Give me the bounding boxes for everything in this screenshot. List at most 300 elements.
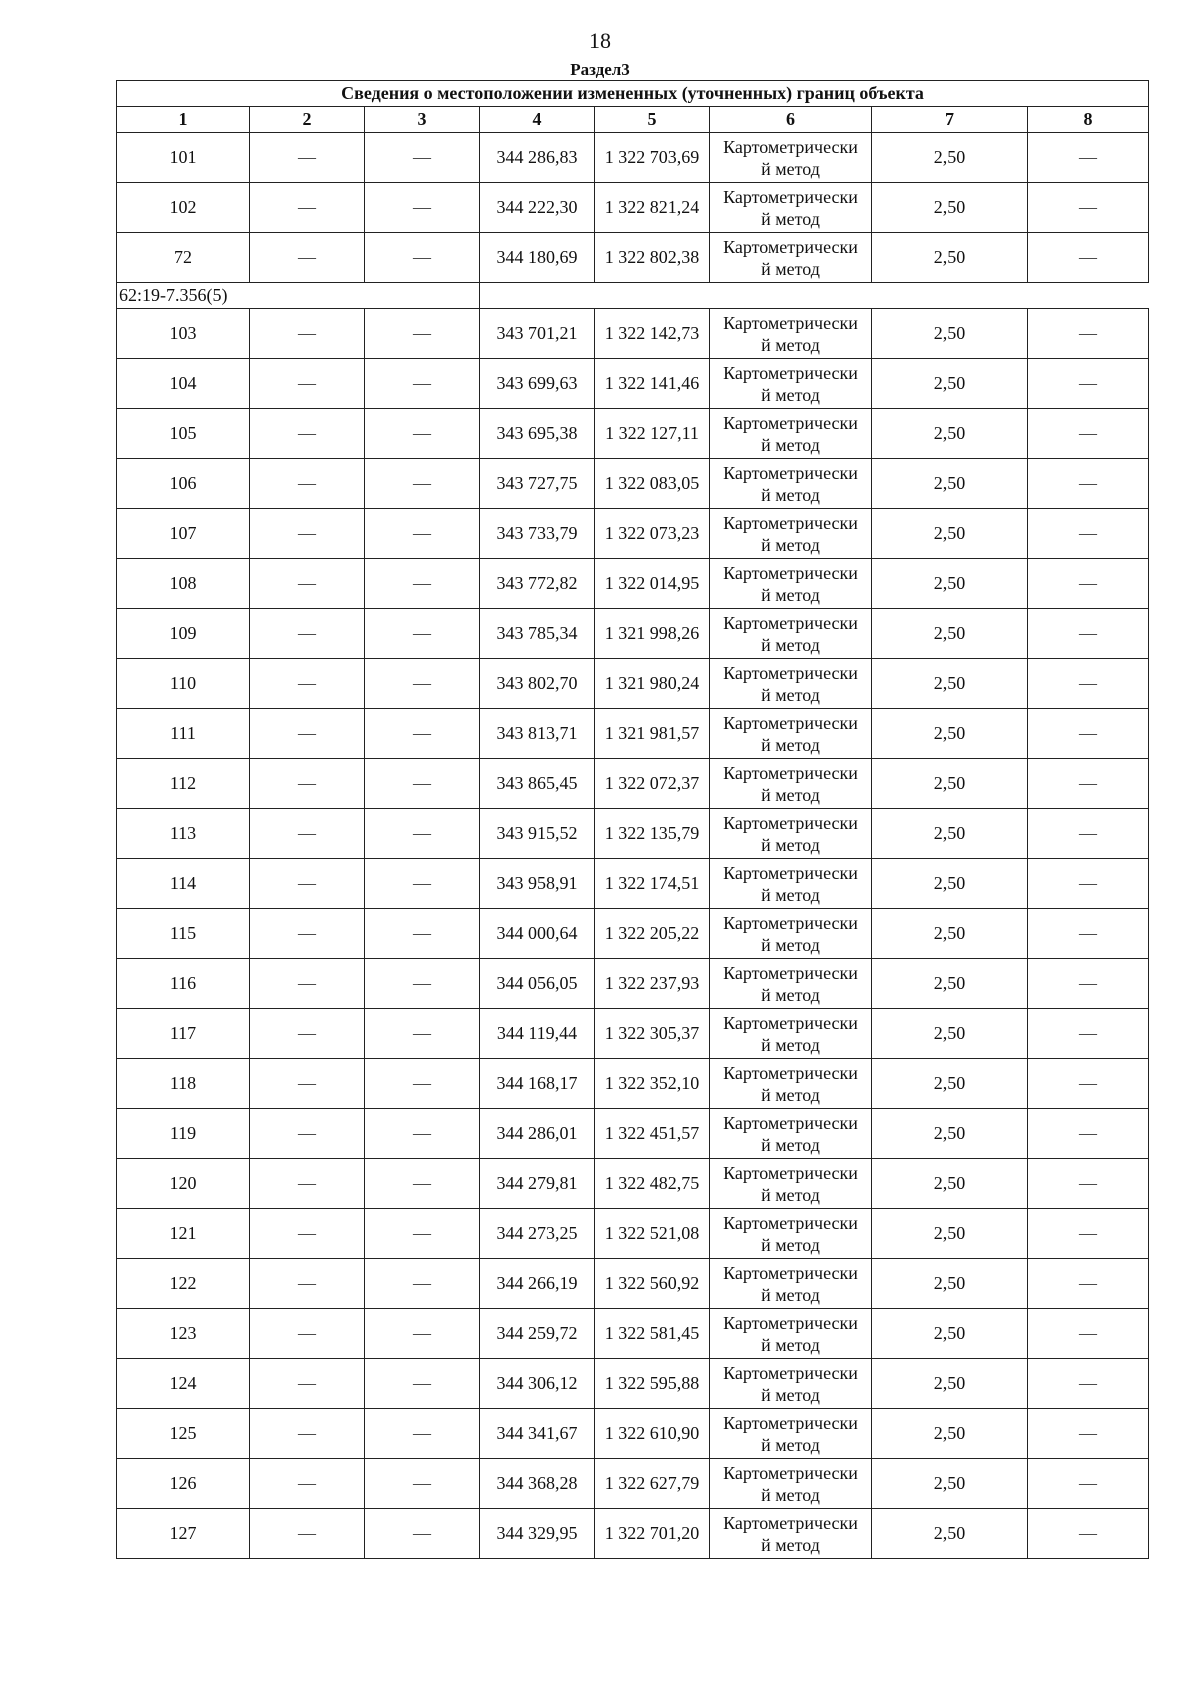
cell-col-7: 2,50 [872, 609, 1028, 659]
cell-col-5: 1 322 821,24 [595, 183, 710, 233]
cell-col-3: — [365, 1359, 480, 1409]
cell-col-4: 344 119,44 [480, 1009, 595, 1059]
cell-col-5: 1 322 014,95 [595, 559, 710, 609]
cell-col-5: 1 322 627,79 [595, 1459, 710, 1509]
table-row [117, 459, 1149, 509]
cell-col-1: 125 [117, 1409, 250, 1459]
method-line-2: й метод [761, 258, 820, 279]
cell-col-7: 2,50 [872, 1509, 1028, 1559]
cell-col-8: — [1028, 1459, 1149, 1509]
cell-col-1: 108 [117, 559, 250, 609]
cell-col-3: — [365, 609, 480, 659]
method-line-2: й метод [761, 834, 820, 855]
cell-col-5: 1 322 127,11 [595, 409, 710, 459]
group-label: 62:19-7.356(5) [117, 283, 480, 309]
cell-col-4: 344 180,69 [480, 233, 595, 283]
cell-method [710, 409, 872, 459]
cell-col-5: 1 322 560,92 [595, 1259, 710, 1309]
cell-col-1: 110 [117, 659, 250, 709]
cell-col-8: — [1028, 459, 1149, 509]
table-row [117, 609, 1149, 659]
table-row [117, 309, 1149, 359]
cell-col-7: 2,50 [872, 909, 1028, 959]
method-line-2: й метод [761, 1134, 820, 1155]
method-line-2: й метод [761, 784, 820, 805]
cell-col-2: — [250, 309, 365, 359]
cell-col-2: — [250, 1409, 365, 1459]
cell-col-4: 344 368,28 [480, 1459, 595, 1509]
table-row [117, 1309, 1149, 1359]
cell-col-4: 344 273,25 [480, 1209, 595, 1259]
cell-col-3: — [365, 309, 480, 359]
cell-col-1: 120 [117, 1159, 250, 1209]
cell-col-7: 2,50 [872, 359, 1028, 409]
cell-col-8: — [1028, 1259, 1149, 1309]
cell-col-8: — [1028, 1309, 1149, 1359]
cell-col-3: — [365, 909, 480, 959]
cell-col-4: 344 329,95 [480, 1509, 595, 1559]
cell-col-3: — [365, 559, 480, 609]
cell-col-2: — [250, 1159, 365, 1209]
method-line-1: Картометрически [723, 1512, 858, 1533]
cell-col-3: — [365, 759, 480, 809]
column-header-3: 3 [365, 107, 480, 133]
cell-col-2: — [250, 859, 365, 909]
cell-col-1: 104 [117, 359, 250, 409]
cell-col-4: 343 772,82 [480, 559, 595, 609]
cell-col-4: 344 306,12 [480, 1359, 595, 1409]
group-row-blank [480, 283, 1149, 309]
method-line-2: й метод [761, 684, 820, 705]
cell-col-5: 1 322 083,05 [595, 459, 710, 509]
method-line-2: й метод [761, 1184, 820, 1205]
cell-col-2: — [250, 809, 365, 859]
cell-method [710, 809, 872, 859]
cell-col-2: — [250, 1059, 365, 1109]
cell-col-4: 344 000,64 [480, 909, 595, 959]
cell-col-8: — [1028, 659, 1149, 709]
cell-col-5: 1 322 072,37 [595, 759, 710, 809]
method-line-2: й метод [761, 884, 820, 905]
cell-col-2: — [250, 709, 365, 759]
cell-col-4: 343 701,21 [480, 309, 595, 359]
method-line-1: Картометрически [723, 1012, 858, 1033]
cell-col-2: — [250, 1009, 365, 1059]
cell-col-5: 1 322 135,79 [595, 809, 710, 859]
cell-col-1: 122 [117, 1259, 250, 1309]
cell-col-3: — [365, 1159, 480, 1209]
method-line-1: Картометрически [723, 412, 858, 433]
cell-col-2: — [250, 459, 365, 509]
cell-col-7: 2,50 [872, 1009, 1028, 1059]
method-line-2: й метод [761, 534, 820, 555]
table-row [117, 509, 1149, 559]
cell-col-7: 2,50 [872, 509, 1028, 559]
method-line-2: й метод [761, 1384, 820, 1405]
method-line-2: й метод [761, 734, 820, 755]
cell-method [710, 359, 872, 409]
cell-method [710, 233, 872, 283]
cell-col-3: — [365, 133, 480, 183]
method-line-1: Картометрически [723, 712, 858, 733]
cell-col-3: — [365, 709, 480, 759]
cell-col-1: 124 [117, 1359, 250, 1409]
table-row [117, 1159, 1149, 1209]
cell-col-3: — [365, 1309, 480, 1359]
cell-col-8: — [1028, 183, 1149, 233]
cell-col-7: 2,50 [872, 409, 1028, 459]
method-line-1: Картометрически [723, 1262, 858, 1283]
cell-col-5: 1 322 205,22 [595, 909, 710, 959]
section-title: Раздел3 [570, 60, 630, 79]
cell-col-8: — [1028, 909, 1149, 959]
table-row [117, 709, 1149, 759]
cell-col-3: — [365, 409, 480, 459]
cell-col-5: 1 322 701,20 [595, 1509, 710, 1559]
cell-col-3: — [365, 1209, 480, 1259]
table-caption: Сведения о местоположении измененных (уточненных) границ объекта [117, 81, 1149, 107]
cell-col-8: — [1028, 1009, 1149, 1059]
method-line-2: й метод [761, 384, 820, 405]
cell-col-8: — [1028, 1059, 1149, 1109]
cell-col-2: — [250, 559, 365, 609]
column-header-5: 5 [595, 107, 710, 133]
cell-col-4: 344 266,19 [480, 1259, 595, 1309]
method-line-1: Картометрически [723, 312, 858, 333]
cell-col-2: — [250, 1259, 365, 1309]
cell-method [710, 1209, 872, 1259]
cell-col-7: 2,50 [872, 1359, 1028, 1409]
cell-col-4: 344 286,01 [480, 1109, 595, 1159]
cell-col-5: 1 322 073,23 [595, 509, 710, 559]
cell-method [710, 1259, 872, 1309]
cell-col-7: 2,50 [872, 559, 1028, 609]
table-row [117, 1209, 1149, 1259]
cell-col-7: 2,50 [872, 1109, 1028, 1159]
cell-col-3: — [365, 859, 480, 909]
cell-col-2: — [250, 759, 365, 809]
method-line-1: Картометрически [723, 236, 858, 257]
cell-col-7: 2,50 [872, 1209, 1028, 1259]
cell-method [710, 1359, 872, 1409]
method-line-1: Картометрически [723, 1212, 858, 1233]
table-row [117, 1459, 1149, 1509]
cell-col-4: 344 279,81 [480, 1159, 595, 1209]
cell-method [710, 709, 872, 759]
table-row [117, 559, 1149, 609]
table-row [117, 1409, 1149, 1459]
cell-col-8: — [1028, 1509, 1149, 1559]
cell-col-7: 2,50 [872, 1409, 1028, 1459]
cell-col-2: — [250, 183, 365, 233]
cell-col-8: — [1028, 759, 1149, 809]
cell-col-8: — [1028, 609, 1149, 659]
cell-col-2: — [250, 1209, 365, 1259]
cell-col-3: — [365, 183, 480, 233]
cell-col-3: — [365, 809, 480, 859]
cell-col-1: 106 [117, 459, 250, 509]
cell-col-3: — [365, 459, 480, 509]
method-line-1: Картометрически [723, 762, 858, 783]
cell-col-5: 1 321 981,57 [595, 709, 710, 759]
cell-method [710, 959, 872, 1009]
cell-col-2: — [250, 233, 365, 283]
cell-col-2: — [250, 509, 365, 559]
cell-col-3: — [365, 1409, 480, 1459]
method-line-2: й метод [761, 1084, 820, 1105]
cell-col-7: 2,50 [872, 1159, 1028, 1209]
method-line-2: й метод [761, 934, 820, 955]
cell-col-7: 2,50 [872, 133, 1028, 183]
cell-col-7: 2,50 [872, 183, 1028, 233]
method-line-1: Картометрически [723, 662, 858, 683]
cell-col-1: 103 [117, 309, 250, 359]
cell-col-4: 344 222,30 [480, 183, 595, 233]
cell-col-4: 343 802,70 [480, 659, 595, 709]
cell-method [710, 1409, 872, 1459]
table-row [117, 909, 1149, 959]
cell-col-4: 344 168,17 [480, 1059, 595, 1109]
cell-col-5: 1 321 998,26 [595, 609, 710, 659]
cell-method [710, 1309, 872, 1359]
table-row [117, 1109, 1149, 1159]
method-line-2: й метод [761, 484, 820, 505]
cell-method [710, 1159, 872, 1209]
cell-method [710, 659, 872, 709]
cell-method [710, 1059, 872, 1109]
cell-col-7: 2,50 [872, 1259, 1028, 1309]
cell-col-5: 1 322 482,75 [595, 1159, 710, 1209]
cell-col-5: 1 321 980,24 [595, 659, 710, 709]
cell-col-4: 343 915,52 [480, 809, 595, 859]
cell-col-8: — [1028, 1109, 1149, 1159]
cell-col-5: 1 322 174,51 [595, 859, 710, 909]
cell-col-4: 344 341,67 [480, 1409, 595, 1459]
cell-col-4: 343 958,91 [480, 859, 595, 909]
table-row [117, 1259, 1149, 1309]
cell-method [710, 1009, 872, 1059]
cell-col-1: 115 [117, 909, 250, 959]
method-line-1: Картометрически [723, 136, 858, 157]
method-line-1: Картометрически [723, 362, 858, 383]
cell-col-8: — [1028, 309, 1149, 359]
method-line-1: Картометрически [723, 1112, 858, 1133]
cell-col-4: 343 727,75 [480, 459, 595, 509]
cell-col-1: 102 [117, 183, 250, 233]
method-line-2: й метод [761, 208, 820, 229]
cell-col-5: 1 322 521,08 [595, 1209, 710, 1259]
cell-col-3: — [365, 1109, 480, 1159]
cell-method [710, 133, 872, 183]
cell-col-2: — [250, 359, 365, 409]
cell-col-1: 114 [117, 859, 250, 909]
table-row [117, 233, 1149, 283]
cell-col-1: 105 [117, 409, 250, 459]
cell-col-1: 109 [117, 609, 250, 659]
cell-col-4: 344 259,72 [480, 1309, 595, 1359]
method-line-2: й метод [761, 634, 820, 655]
method-line-1: Картометрически [723, 1062, 858, 1083]
table-row [117, 1009, 1149, 1059]
cell-col-8: — [1028, 1409, 1149, 1459]
cell-method [710, 183, 872, 233]
cell-col-1: 117 [117, 1009, 250, 1059]
method-line-1: Картометрически [723, 1312, 858, 1333]
cell-col-5: 1 322 305,37 [595, 1009, 710, 1059]
cell-col-8: — [1028, 809, 1149, 859]
page-number: 18 [589, 28, 611, 53]
cell-col-4: 343 699,63 [480, 359, 595, 409]
cell-col-5: 1 322 802,38 [595, 233, 710, 283]
method-line-1: Картометрически [723, 1412, 858, 1433]
cell-col-4: 343 785,34 [480, 609, 595, 659]
cell-col-2: — [250, 609, 365, 659]
table-row [117, 959, 1149, 1009]
cell-col-1: 127 [117, 1509, 250, 1559]
cell-col-8: — [1028, 959, 1149, 1009]
cell-col-1: 72 [117, 233, 250, 283]
cell-col-4: 343 813,71 [480, 709, 595, 759]
method-line-2: й метод [761, 1334, 820, 1355]
method-line-2: й метод [761, 1534, 820, 1555]
column-header-4: 4 [480, 107, 595, 133]
cell-col-2: — [250, 959, 365, 1009]
cell-method [710, 759, 872, 809]
column-header-6: 6 [710, 107, 872, 133]
method-line-2: й метод [761, 434, 820, 455]
table-row [117, 183, 1149, 233]
cell-col-1: 119 [117, 1109, 250, 1159]
table-row [117, 759, 1149, 809]
cell-col-2: — [250, 1309, 365, 1359]
method-line-1: Картометрически [723, 562, 858, 583]
cell-col-4: 343 733,79 [480, 509, 595, 559]
cell-col-3: — [365, 509, 480, 559]
method-line-2: й метод [761, 1234, 820, 1255]
cell-col-5: 1 322 595,88 [595, 1359, 710, 1409]
cell-col-8: — [1028, 233, 1149, 283]
cell-col-5: 1 322 352,10 [595, 1059, 710, 1109]
cell-method [710, 1459, 872, 1509]
cell-col-8: — [1028, 709, 1149, 759]
cell-col-3: — [365, 1509, 480, 1559]
method-line-2: й метод [761, 334, 820, 355]
column-header-row [117, 107, 1149, 133]
method-line-1: Картометрически [723, 612, 858, 633]
cell-col-5: 1 322 451,57 [595, 1109, 710, 1159]
cell-col-7: 2,50 [872, 709, 1028, 759]
cell-col-7: 2,50 [872, 309, 1028, 359]
column-header-2: 2 [250, 107, 365, 133]
cell-col-7: 2,50 [872, 759, 1028, 809]
method-line-1: Картометрически [723, 1362, 858, 1383]
table-row [117, 659, 1149, 709]
cell-method [710, 559, 872, 609]
cell-col-1: 116 [117, 959, 250, 1009]
cell-col-7: 2,50 [872, 1059, 1028, 1109]
cell-col-8: — [1028, 1159, 1149, 1209]
column-header-8: 8 [1028, 107, 1149, 133]
cell-col-2: — [250, 133, 365, 183]
cell-col-1: 107 [117, 509, 250, 559]
cell-col-2: — [250, 909, 365, 959]
cell-col-8: — [1028, 509, 1149, 559]
column-header-1: 1 [117, 107, 250, 133]
group-row [117, 283, 1149, 309]
cell-col-3: — [365, 659, 480, 709]
cell-method [710, 609, 872, 659]
cell-col-5: 1 322 581,45 [595, 1309, 710, 1359]
method-line-2: й метод [761, 984, 820, 1005]
cell-col-2: — [250, 1509, 365, 1559]
cell-col-8: — [1028, 409, 1149, 459]
method-line-1: Картометрически [723, 512, 858, 533]
method-line-1: Картометрически [723, 812, 858, 833]
table-row [117, 1509, 1149, 1559]
cell-col-1: 123 [117, 1309, 250, 1359]
method-line-2: й метод [761, 584, 820, 605]
cell-col-4: 343 695,38 [480, 409, 595, 459]
cell-col-5: 1 322 141,46 [595, 359, 710, 409]
cell-method [710, 1109, 872, 1159]
cell-col-3: — [365, 1059, 480, 1109]
cell-col-1: 101 [117, 133, 250, 183]
table-row [117, 133, 1149, 183]
cell-col-2: — [250, 1109, 365, 1159]
method-line-1: Картометрически [723, 462, 858, 483]
table-body [117, 133, 1149, 1559]
cell-col-7: 2,50 [872, 809, 1028, 859]
table-row [117, 859, 1149, 909]
cell-col-4: 344 286,83 [480, 133, 595, 183]
cell-col-3: — [365, 1009, 480, 1059]
cell-col-4: 343 865,45 [480, 759, 595, 809]
cell-method [710, 1509, 872, 1559]
cell-col-3: — [365, 233, 480, 283]
cell-method [710, 509, 872, 559]
cell-col-1: 112 [117, 759, 250, 809]
cell-col-8: — [1028, 1209, 1149, 1259]
cell-col-8: — [1028, 359, 1149, 409]
cell-method [710, 909, 872, 959]
method-line-1: Картометрически [723, 1462, 858, 1483]
cell-col-5: 1 322 703,69 [595, 133, 710, 183]
cell-col-2: — [250, 409, 365, 459]
method-line-1: Картометрически [723, 862, 858, 883]
cell-col-7: 2,50 [872, 1459, 1028, 1509]
cell-col-7: 2,50 [872, 659, 1028, 709]
method-line-1: Картометрически [723, 186, 858, 207]
cell-col-8: — [1028, 133, 1149, 183]
table-row [117, 1059, 1149, 1109]
cell-col-7: 2,50 [872, 959, 1028, 1009]
cell-col-8: — [1028, 559, 1149, 609]
cell-col-2: — [250, 659, 365, 709]
cell-method [710, 459, 872, 509]
cell-col-1: 113 [117, 809, 250, 859]
method-line-2: й метод [761, 1284, 820, 1305]
method-line-2: й метод [761, 1434, 820, 1455]
cell-col-2: — [250, 1459, 365, 1509]
table-row [117, 1359, 1149, 1409]
cell-col-3: — [365, 1259, 480, 1309]
column-header-7: 7 [872, 107, 1028, 133]
cell-col-1: 121 [117, 1209, 250, 1259]
cell-col-7: 2,50 [872, 859, 1028, 909]
cell-col-1: 118 [117, 1059, 250, 1109]
method-line-1: Картометрически [723, 962, 858, 983]
cell-col-4: 344 056,05 [480, 959, 595, 1009]
